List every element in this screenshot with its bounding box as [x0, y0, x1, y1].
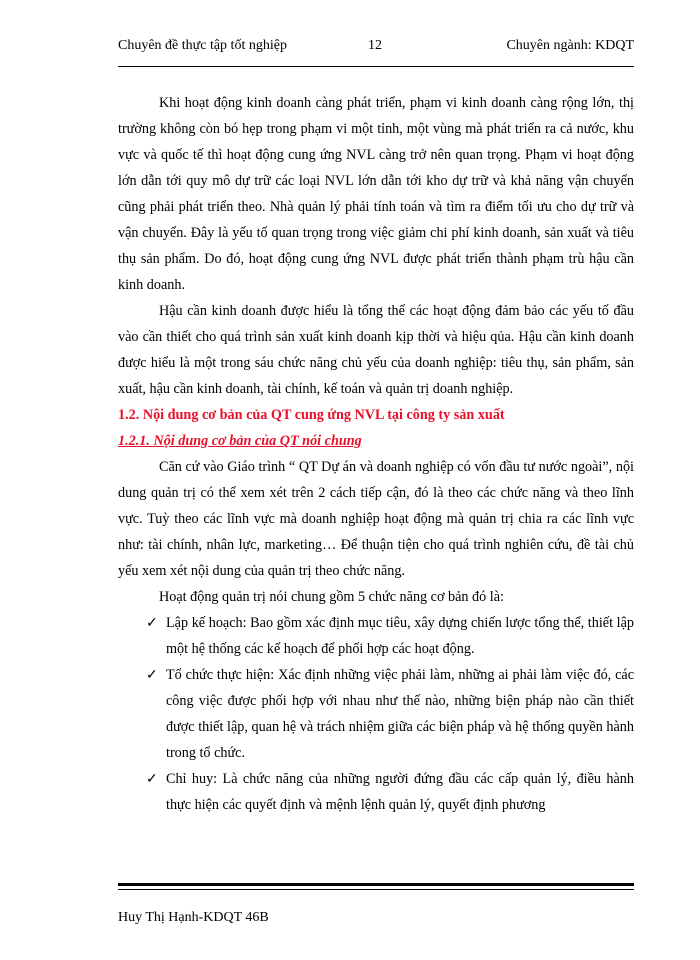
section-heading-1-2: 1.2. Nội dung cơ bản của QT cung ứng NVL tại công ty sản xuất [118, 407, 505, 423]
checkmark-icon: ✓ [146, 615, 158, 631]
function-list [118, 610, 634, 818]
checkmark-icon: ✓ [146, 667, 158, 683]
list-item [118, 662, 634, 766]
list-item [118, 766, 634, 818]
paragraph-management-approach: Căn cứ vào Giáo trình “ QT Dự án và doanh nghiệp có vốn đầu tư nước ngoài”, nội dung quản trị có thể xem xét trên 2 cách tiếp cận, đó là theo các chức năng và theo lĩnh vực. Tuỳ theo các lĩnh vực mà doanh nghiệp hoạt động mà quản trị chia ra các lĩnh vực như: tài chính, nhân lực, marketing… Để thuận tiện cho quá trình nghiên cứu, đề tài chủ yếu xem xét nội dung của quản trị theo chức năng. [118, 459, 634, 579]
page-body [118, 90, 634, 818]
footer-author: Huy Thị Hạnh-KDQT 46B [118, 910, 269, 925]
list-item-text: Tổ chức thực hiện: Xác định những việc phải làm, những ai phải làm việc đó, các công việc được phối hợp với nhau như thế nào, những biện pháp nào cần thiết được thiết lập, quan hệ và trách nhiệm giữa các biện pháp và hệ thống quyền hành trong tổ chức. [166, 667, 634, 761]
page-header [118, 36, 634, 60]
paragraph-business-logistics: Hậu cần kinh doanh được hiểu là tổng thể các hoạt động đảm bảo các yếu tố đầu vào cần thiết cho quá trình sản xuất kinh doanh kịp thời và hiệu qủa. Hậu cần kinh doanh được hiểu là một trong sáu chức năng chủ yếu của doanh nghiệp: tiêu thụ, sản phẩm, sản xuất, hậu cần kinh doanh, tài chính, kế toán và quản trị doanh nghiệp. [118, 303, 634, 397]
paragraph-five-functions: Hoạt động quản trị nói chung gồm 5 chức năng cơ bản đó là: [159, 589, 504, 605]
header-major: Chuyên ngành: KDQT [506, 38, 634, 53]
subsection-heading-1-2-1: 1.2.1. Nội dung cơ bản của QT nói chung [118, 433, 362, 449]
header-rule [118, 66, 634, 67]
header-document-title: Chuyên đề thực tập tốt nghiệp [118, 38, 287, 53]
footer-rule-thick [118, 883, 634, 886]
footer-rule-thin [118, 889, 634, 890]
checkmark-icon: ✓ [146, 771, 158, 787]
list-item [118, 610, 634, 662]
list-item-text: Lập kế hoạch: Bao gồm xác định mục tiêu, xây dựng chiến lược tổng thể, thiết lập một hệ thống các kế hoạch để phối hợp các hoạt động. [166, 615, 634, 657]
paragraph-logistics-scope: Khi hoạt động kinh doanh càng phát triển, phạm vi kinh doanh càng rộng lớn, thị trường không còn bó hẹp trong phạm vi một tỉnh, một vùng mà phát triển ra cả nước, khu vực và quốc tế thì hoạt động cung ứng NVL càng trở nên quan trọng. Phạm vi hoạt động lớn dẫn tới quy mô dự trữ các loại NVL lớn dẫn tới kho dự trữ và khả năng vận chuyển cũng phải phát triển theo. Nhà quản lý phải tính toán và tìm ra điểm tối ưu cho dự trữ và vận chuyển. Đây là yếu tố quan trọng trong việc giảm chi phí kinh doanh, sản xuất và tiêu thụ sản phẩm. Do đó, hoạt động cung ứng NVL được phát triển thành phạm trù hậu cần kinh doanh. [118, 95, 634, 293]
header-page-number: 12 [368, 38, 382, 53]
list-item-text: Chỉ huy: Là chức năng của những người đứng đầu các cấp quản lý, điều hành thực hiện các quyết định và mệnh lệnh quản lý, quyết định phương [166, 771, 634, 813]
